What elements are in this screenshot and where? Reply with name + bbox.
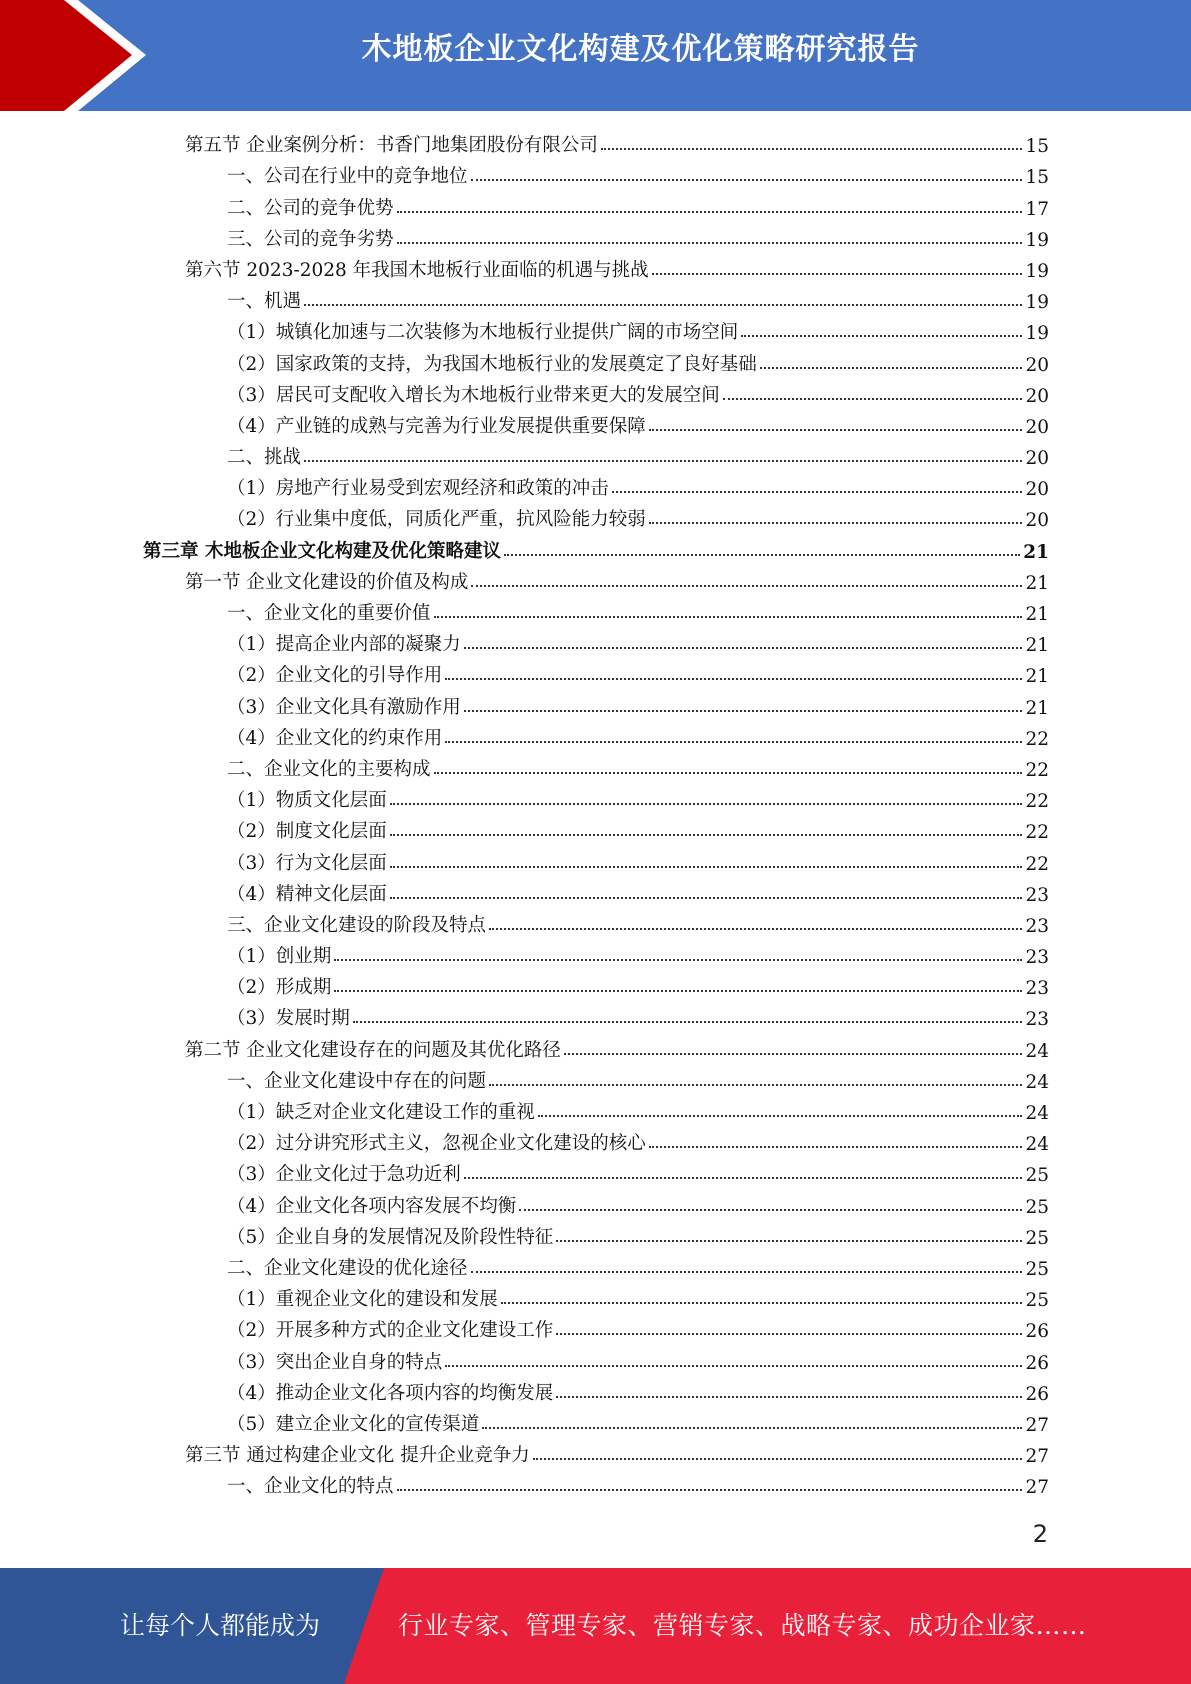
toc-entry-page: 23 bbox=[1025, 978, 1049, 1000]
toc-entry[interactable] bbox=[143, 999, 1049, 1030]
toc-entry-label: （1）创业期 bbox=[227, 946, 332, 968]
toc-dot-leader bbox=[612, 491, 1023, 493]
toc-entry-page: 23 bbox=[1025, 947, 1049, 969]
toc-entry[interactable] bbox=[143, 563, 1049, 594]
toc-entry-page: 20 bbox=[1025, 448, 1049, 470]
toc-entry-page: 25 bbox=[1025, 1196, 1049, 1218]
toc-dot-leader bbox=[533, 1458, 1023, 1460]
toc-entry-label: 第三章 木地板企业文化构建及优化策略建议 bbox=[143, 540, 501, 562]
toc-entry[interactable] bbox=[143, 719, 1049, 750]
toc-dot-leader bbox=[304, 304, 1022, 306]
toc-entry[interactable] bbox=[143, 531, 1049, 562]
toc-entry-page: 19 bbox=[1025, 229, 1049, 251]
toc-dot-leader bbox=[397, 1489, 1023, 1491]
toc-entry[interactable] bbox=[143, 1093, 1049, 1124]
toc-dot-leader bbox=[471, 179, 1023, 181]
toc-entry-page: 22 bbox=[1025, 759, 1049, 781]
toc-entry-page: 25 bbox=[1025, 1227, 1049, 1249]
toc-entry-label: （1）物质文化层面 bbox=[227, 790, 387, 812]
toc-dot-leader bbox=[760, 367, 1023, 369]
toc-dot-leader bbox=[649, 429, 1023, 431]
toc-entry-page: 21 bbox=[1025, 572, 1049, 594]
toc-entry-page: 20 bbox=[1025, 416, 1049, 438]
toc-entry[interactable] bbox=[143, 625, 1049, 656]
toc-entry-label: 二、公司的竞争优势 bbox=[227, 197, 394, 219]
toc-entry-page: 24 bbox=[1025, 1134, 1049, 1156]
toc-entry-page: 23 bbox=[1025, 915, 1049, 937]
toc-entry-page: 27 bbox=[1025, 1477, 1049, 1499]
toc-dot-leader bbox=[504, 554, 1020, 556]
toc-entry-page: 25 bbox=[1025, 1290, 1049, 1312]
toc-dot-leader bbox=[723, 398, 1023, 400]
toc-entry-label: （2）过分讲究形式主义，忽视企业文化建设的核心 bbox=[227, 1133, 646, 1155]
toc-entry[interactable] bbox=[143, 500, 1049, 531]
toc-entry-page: 20 bbox=[1025, 510, 1049, 532]
toc-entry-label: （1）房地产行业易受到宏观经济和政策的冲击 bbox=[227, 478, 609, 500]
toc-entry-label: （1）重视企业文化的建设和发展 bbox=[227, 1289, 498, 1311]
toc-entry-page: 26 bbox=[1025, 1352, 1049, 1374]
toc-dot-leader bbox=[434, 772, 1023, 774]
toc-dot-leader bbox=[519, 1209, 1022, 1211]
toc-entry-page: 24 bbox=[1025, 1103, 1049, 1124]
toc-entry-label: （5）企业自身的发展情况及阶段性特征 bbox=[227, 1226, 554, 1248]
toc-entry[interactable] bbox=[143, 937, 1049, 968]
toc-entry-label: （3）居民可支配收入增长为木地板行业带来更大的发展空间 bbox=[227, 384, 720, 406]
toc-entry[interactable] bbox=[143, 1249, 1049, 1280]
toc-entry-page: 22 bbox=[1025, 791, 1049, 813]
toc-entry-label: （2）行业集中度低，同质化严重，抗风险能力较弱 bbox=[227, 509, 646, 531]
toc-entry[interactable] bbox=[143, 1062, 1049, 1093]
toc-entry-page: 17 bbox=[1025, 198, 1049, 220]
toc-entry[interactable] bbox=[143, 1124, 1049, 1155]
footer-slogan-left: 让每个人都能成为 bbox=[120, 1611, 321, 1640]
toc-entry-page: 24 bbox=[1025, 1040, 1049, 1062]
toc-dot-leader bbox=[556, 1396, 1022, 1398]
toc-dot-leader bbox=[649, 522, 1023, 524]
toc-entry-label: （4）精神文化层面 bbox=[227, 883, 387, 905]
toc-entry[interactable] bbox=[143, 1436, 1049, 1467]
toc-dot-leader bbox=[601, 148, 1023, 150]
toc-entry-page: 27 bbox=[1025, 1446, 1049, 1468]
toc-dot-leader bbox=[652, 273, 1023, 275]
toc-dot-leader bbox=[334, 990, 1022, 992]
toc-entry[interactable] bbox=[143, 282, 1049, 313]
toc-entry[interactable] bbox=[143, 313, 1049, 344]
toc-dot-leader bbox=[390, 897, 1023, 899]
footer-slogan-right: 行业专家、管理专家、营销专家、战略专家、成功企业家…… bbox=[398, 1611, 1087, 1640]
toc-dot-leader bbox=[489, 1084, 1022, 1086]
toc-entry-page: 21 bbox=[1025, 604, 1049, 625]
toc-entry-label: （4）企业文化各项内容发展不均衡 bbox=[227, 1195, 517, 1217]
toc-entry[interactable] bbox=[143, 1342, 1049, 1373]
toc-entry[interactable] bbox=[143, 220, 1049, 251]
toc-entry-label: （1）缺乏对企业文化建设工作的重视 bbox=[227, 1102, 535, 1123]
toc-entry-label: （3）企业文化具有激励作用 bbox=[227, 696, 461, 718]
toc-entry[interactable] bbox=[143, 1030, 1049, 1061]
toc-entry-page: 21 bbox=[1025, 697, 1049, 719]
toc-entry-label: 第二节 企业文化建设存在的问题及其优化路径 bbox=[185, 1039, 561, 1061]
toc-entry-label: （3）突出企业自身的特点 bbox=[227, 1351, 443, 1373]
toc-dot-leader bbox=[397, 242, 1023, 244]
toc-entry[interactable] bbox=[143, 1311, 1049, 1342]
toc-dot-leader bbox=[501, 1302, 1023, 1304]
toc-entry[interactable] bbox=[143, 1155, 1049, 1186]
toc-entry[interactable] bbox=[143, 781, 1049, 812]
toc-entry-label: 三、企业文化建设的阶段及特点 bbox=[227, 914, 487, 936]
toc-entry-page: 23 bbox=[1025, 884, 1049, 906]
toc-entry[interactable] bbox=[143, 656, 1049, 687]
toc-entry[interactable] bbox=[143, 1218, 1049, 1249]
toc-dot-leader bbox=[464, 647, 1023, 649]
page-number: 2 bbox=[1032, 1520, 1048, 1548]
toc-dot-leader bbox=[556, 1240, 1022, 1242]
toc-entry[interactable] bbox=[143, 687, 1049, 718]
toc-entry-label: （2）开展多种方式的企业文化建设工作 bbox=[227, 1320, 554, 1342]
toc-entry[interactable] bbox=[143, 469, 1049, 500]
report-title: 木地板企业文化构建及优化策略研究报告 bbox=[361, 32, 920, 67]
toc-dot-leader bbox=[445, 678, 1022, 680]
toc-dot-leader bbox=[397, 211, 1023, 213]
toc-entry-label: 第一节 企业文化建设的价值及构成 bbox=[185, 571, 469, 593]
toc-entry-label: 第六节 2023-2028 年我国木地板行业面临的机遇与挑战 bbox=[185, 259, 649, 281]
toc-entry-label: （3）企业文化过于急功近利 bbox=[227, 1164, 461, 1186]
toc-entry-page: 19 bbox=[1025, 292, 1049, 314]
toc-entry-label: （3）发展时期 bbox=[227, 1008, 350, 1030]
toc-dot-leader bbox=[482, 1427, 1022, 1429]
toc-dot-leader bbox=[538, 1115, 1023, 1117]
toc-entry-page: 24 bbox=[1025, 1071, 1049, 1093]
page-footer bbox=[0, 1568, 1191, 1684]
toc-entry-label: 一、企业文化的重要价值 bbox=[227, 603, 431, 624]
toc-dot-leader bbox=[390, 803, 1023, 805]
toc-dot-leader bbox=[564, 1053, 1023, 1055]
toc-entry-label: 第五节 企业案例分析：书香门地集团股份有限公司 bbox=[185, 135, 598, 157]
toc-dot-leader bbox=[445, 1365, 1022, 1367]
toc-entry[interactable] bbox=[143, 750, 1049, 781]
toc-entry[interactable] bbox=[143, 843, 1049, 874]
toc-entry-page: 25 bbox=[1025, 1258, 1049, 1280]
toc-entry[interactable] bbox=[143, 875, 1049, 906]
toc-entry-page: 25 bbox=[1025, 1165, 1049, 1187]
toc-entry[interactable] bbox=[143, 126, 1049, 157]
toc-entry-page: 20 bbox=[1025, 479, 1049, 501]
toc-entry-page: 19 bbox=[1025, 323, 1049, 345]
toc-entry[interactable] bbox=[143, 1186, 1049, 1217]
toc-entry-page: 22 bbox=[1025, 822, 1049, 844]
toc-entry[interactable] bbox=[143, 438, 1049, 469]
toc-dot-leader bbox=[334, 959, 1022, 961]
toc-entry-label: 二、挑战 bbox=[227, 447, 302, 469]
toc-dot-leader bbox=[445, 741, 1022, 743]
toc-entry[interactable] bbox=[143, 157, 1049, 188]
toc-entry-page: 20 bbox=[1025, 354, 1049, 376]
table-of-contents bbox=[143, 126, 1049, 1498]
toc-entry-page: 26 bbox=[1025, 1383, 1049, 1405]
toc-entry[interactable] bbox=[143, 812, 1049, 843]
toc-entry-page: 19 bbox=[1025, 260, 1049, 282]
toc-entry-label: （4）产业链的成熟与完善为行业发展提供重要保障 bbox=[227, 415, 646, 437]
toc-entry-page: 21 bbox=[1023, 541, 1049, 563]
toc-entry[interactable] bbox=[143, 906, 1049, 937]
toc-entry[interactable] bbox=[143, 1374, 1049, 1405]
toc-dot-leader bbox=[304, 460, 1022, 462]
toc-entry[interactable] bbox=[143, 968, 1049, 999]
toc-dot-leader bbox=[741, 335, 1022, 337]
toc-entry-page: 26 bbox=[1025, 1321, 1049, 1343]
toc-entry-label: 一、机遇 bbox=[227, 291, 302, 313]
toc-dot-leader bbox=[464, 710, 1023, 712]
toc-entry[interactable] bbox=[143, 376, 1049, 407]
toc-dot-leader bbox=[649, 1146, 1023, 1148]
toc-entry-label: （1）提高企业内部的凝聚力 bbox=[227, 634, 461, 656]
toc-entry-label: （4）企业文化的约束作用 bbox=[227, 727, 443, 749]
toc-entry[interactable] bbox=[143, 1280, 1049, 1311]
toc-entry-label: （2）制度文化层面 bbox=[227, 821, 387, 843]
toc-entry-label: 一、公司在行业中的竞争地位 bbox=[227, 166, 468, 188]
toc-entry-label: 二、企业文化的主要构成 bbox=[227, 758, 431, 780]
toc-entry-label: （1）城镇化加速与二次装修为木地板行业提供广阔的市场空间 bbox=[227, 322, 739, 344]
toc-entry-label: 第三节 通过构建企业文化 提升企业竞争力 bbox=[185, 1445, 530, 1467]
toc-entry-page: 20 bbox=[1025, 385, 1049, 407]
toc-dot-leader bbox=[464, 1177, 1023, 1179]
toc-dot-leader bbox=[556, 1333, 1022, 1335]
toc-entry-page: 15 bbox=[1025, 136, 1049, 158]
toc-entry-page: 15 bbox=[1025, 167, 1049, 189]
toc-dot-leader bbox=[489, 928, 1022, 930]
toc-entry-label: （2）形成期 bbox=[227, 977, 332, 999]
toc-entry-page: 22 bbox=[1025, 728, 1049, 750]
toc-entry[interactable] bbox=[143, 188, 1049, 219]
toc-entry-label: 一、企业文化的特点 bbox=[227, 1476, 394, 1498]
toc-entry[interactable] bbox=[143, 1467, 1049, 1498]
toc-entry-label: （5）建立企业文化的宣传渠道 bbox=[227, 1413, 480, 1435]
toc-entry-label: 三、公司的竞争劣势 bbox=[227, 228, 394, 250]
toc-dot-leader bbox=[471, 1271, 1023, 1273]
toc-entry[interactable] bbox=[143, 594, 1049, 625]
toc-dot-leader bbox=[471, 585, 1022, 587]
toc-dot-leader bbox=[390, 834, 1023, 836]
toc-entry-page: 23 bbox=[1025, 1009, 1049, 1031]
toc-entry[interactable] bbox=[143, 1405, 1049, 1436]
toc-entry-label: 一、企业文化建设中存在的问题 bbox=[227, 1070, 487, 1092]
toc-entry-page: 27 bbox=[1025, 1414, 1049, 1436]
toc-dot-leader bbox=[353, 1021, 1023, 1023]
toc-entry[interactable] bbox=[143, 251, 1049, 282]
toc-entry-label: （2）企业文化的引导作用 bbox=[227, 665, 443, 687]
toc-dot-leader bbox=[434, 616, 1023, 618]
toc-entry-page: 22 bbox=[1025, 853, 1049, 875]
toc-dot-leader bbox=[390, 866, 1023, 868]
toc-entry[interactable] bbox=[143, 407, 1049, 438]
page-header bbox=[0, 0, 1191, 111]
toc-entry[interactable] bbox=[143, 344, 1049, 375]
toc-entry-page: 21 bbox=[1025, 635, 1049, 657]
toc-entry-label: （2）国家政策的支持，为我国木地板行业的发展奠定了良好基础 bbox=[227, 353, 757, 375]
toc-entry-label: 二、企业文化建设的优化途径 bbox=[227, 1257, 468, 1279]
toc-entry-label: （4）推动企业文化各项内容的均衡发展 bbox=[227, 1382, 554, 1404]
toc-entry-page: 21 bbox=[1025, 666, 1049, 688]
toc-entry-label: （3）行为文化层面 bbox=[227, 852, 387, 874]
